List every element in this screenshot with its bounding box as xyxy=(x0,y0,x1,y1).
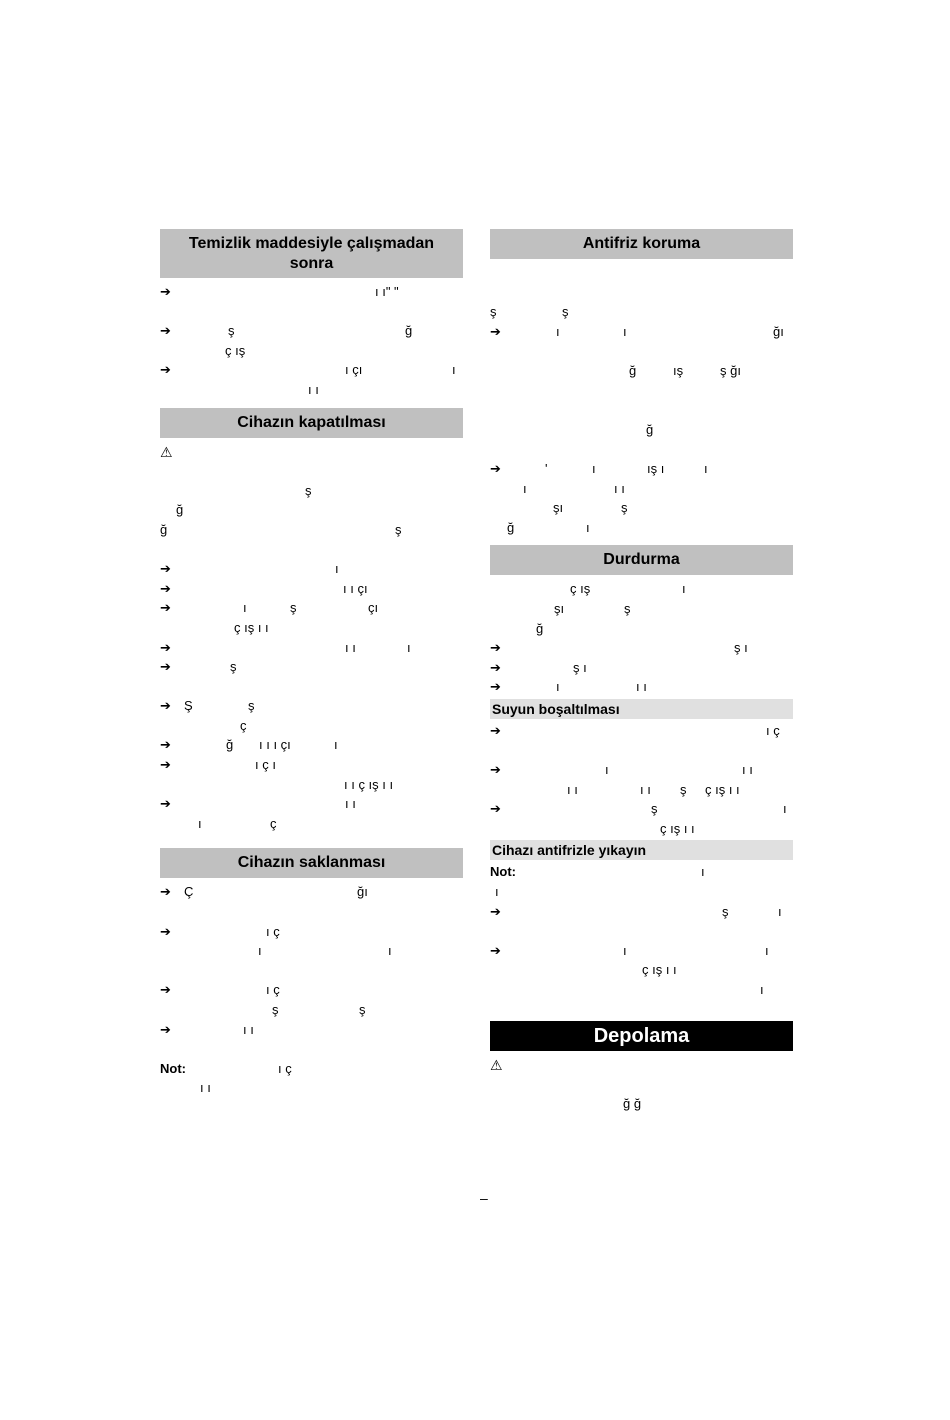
arrow-icon: ➔ xyxy=(490,903,501,919)
arrow-icon: ➔ xyxy=(160,639,171,655)
list-item: ➔ ı xyxy=(160,561,339,577)
list-item: ➔ ı ı çı xyxy=(160,580,368,596)
list-item: ➔ ş ı xyxy=(490,659,587,675)
warning-icon: ⚠ xyxy=(160,443,173,460)
arrow-icon: ➔ xyxy=(160,884,171,900)
heading-after-detergent: Temizlik maddesiyle çalışmadan sonra xyxy=(160,229,463,278)
list-item: ➔ ı ı ğı xyxy=(490,323,784,339)
list-item: ➔ ı ı ı xyxy=(490,679,647,695)
list-item: ➔ ı ı" " xyxy=(160,284,399,299)
list-item: ➔ ı ı ı xyxy=(490,762,753,778)
arrow-icon: ➔ xyxy=(160,757,171,773)
list-item: ➔ ı ç xyxy=(160,982,280,998)
arrow-icon: ➔ xyxy=(160,698,171,714)
list-item: ➔ ı ı xyxy=(160,796,356,812)
list-item: ➔ ı ı ı xyxy=(160,639,411,655)
list-item: ➔ ş ı xyxy=(490,903,782,919)
arrow-icon: ➔ xyxy=(160,1021,171,1037)
heading-shutdown: Cihazın kapatılması xyxy=(160,408,463,438)
note-label: Not: xyxy=(490,864,516,880)
subheading-drain: Suyun boşaltılması xyxy=(490,699,793,719)
page-number: – xyxy=(480,1190,488,1206)
list-item: ➔ ş xyxy=(160,659,237,675)
list-item: ➔ Ş ş xyxy=(160,698,255,714)
list-item: ➔ ı çı ı xyxy=(160,362,456,378)
left-column: Temizlik maddesiyle çalışmadan sonra ➔ ı ı" " ➔ ş ğ ç ış ➔ ı çı ı ı ı Cihazın kapatılması ⚠ ş ğ ğ ş ➔ ı ➔ ı ı çı ➔ ı ş çı ç ış ı ı ➔ ı ı ı ➔ ş ➔ Ş ş ç ➔ ğ ı ı ı çı ı ➔ ı ç ı ı ı ç ış ı ı ➔ ı ı ı ç Cihazın saklanması ➔ Ç ğı ➔ ı ç ı ı ➔ ı ç ş ş ➔ ı ı Not: ı ç ı ı xyxy=(160,229,463,1100)
arrow-icon: ➔ xyxy=(490,679,501,695)
note: Not: ı xyxy=(490,864,705,880)
list-item: ➔ ı ç xyxy=(160,923,280,939)
list-item: ➔ ı ş çı xyxy=(160,600,379,616)
arrow-icon: ➔ xyxy=(160,737,171,753)
arrow-icon: ➔ xyxy=(160,362,171,378)
arrow-icon: ➔ xyxy=(160,284,171,299)
list-item: ➔ ş ğ xyxy=(160,323,413,339)
list-item: ➔ ' ı ış ı ı xyxy=(490,460,708,476)
list-item: ➔ ş ı xyxy=(490,640,748,656)
arrow-icon: ➔ xyxy=(160,580,171,596)
heading-depolama: Depolama xyxy=(490,1021,793,1051)
arrow-icon: ➔ xyxy=(490,762,501,778)
arrow-icon: ➔ xyxy=(490,801,501,817)
arrow-icon: ➔ xyxy=(490,722,501,738)
list-item: ➔ ş ı xyxy=(490,801,787,817)
arrow-icon: ➔ xyxy=(490,659,501,675)
note: Not: ı ç xyxy=(160,1060,292,1076)
arrow-icon: ➔ xyxy=(160,600,171,616)
list-item: ➔ ı ı xyxy=(490,942,769,958)
arrow-icon: ➔ xyxy=(160,323,171,339)
warning-icon: ⚠ xyxy=(490,1056,503,1073)
subheading-flush: Cihazı antifrizle yıkayın xyxy=(490,840,793,860)
arrow-icon: ➔ xyxy=(160,659,171,675)
arrow-icon: ➔ xyxy=(160,982,171,998)
list-item: ➔ ğ ı ı ı çı ı xyxy=(160,737,338,753)
arrow-icon: ➔ xyxy=(160,796,171,812)
heading-antifreeze: Antifriz koruma xyxy=(490,229,793,259)
heading-stop: Durdurma xyxy=(490,545,793,575)
heading-storage: Cihazın saklanması xyxy=(160,848,463,878)
arrow-icon: ➔ xyxy=(490,942,501,958)
arrow-icon: ➔ xyxy=(490,460,501,476)
list-item: ➔ Ç ğı xyxy=(160,884,368,900)
right-column: Antifriz koruma ş ş ➔ ı ı ğı ğ ış ş ğı ğ ➔ ' ı ış ı ı ı ı ı şı ş ğ ı Durdurma ç ış ı şı ş ğ ➔ ş ı ➔ ş ı ➔ ı ı ı Suyun boşaltılması ➔ ı ç ➔ ı ı ı ı ı ı ı ş ç ış ı ı ➔ ş ı ç ış ı ı Cihazı antifrizle yıkayın Not: ı ı ➔ ş ı ➔ ı ı ç ış ı ı ı Depolama ⚠ ğ ğ xyxy=(490,229,793,1115)
note-label: Not: xyxy=(160,1060,186,1076)
arrow-icon: ➔ xyxy=(160,561,171,577)
arrow-icon: ➔ xyxy=(160,923,171,939)
list-item: ➔ ı ı xyxy=(160,1021,254,1037)
list-item: ➔ ı ç xyxy=(490,722,780,738)
arrow-icon: ➔ xyxy=(490,323,501,339)
arrow-icon: ➔ xyxy=(490,640,501,656)
list-item: ➔ ı ç ı xyxy=(160,757,276,773)
